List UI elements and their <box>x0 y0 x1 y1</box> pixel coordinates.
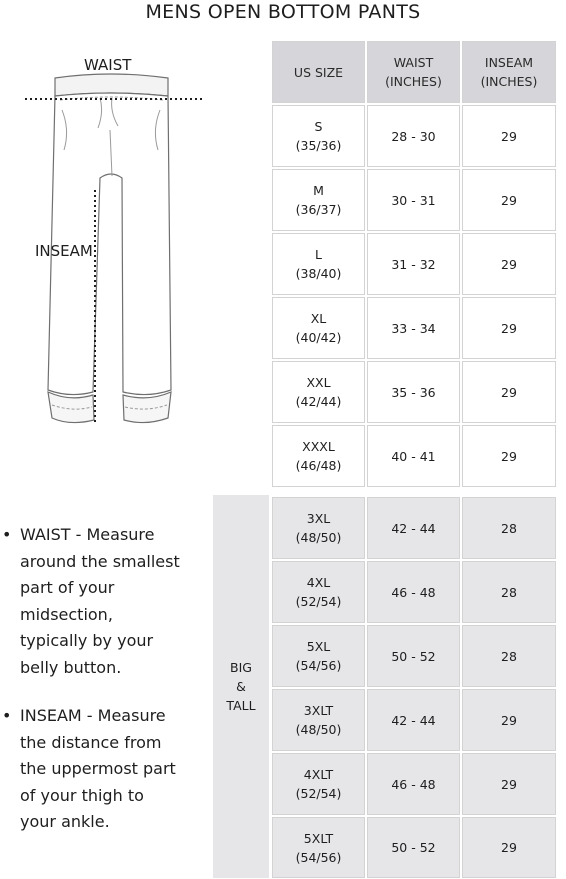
size-cell <box>272 689 365 751</box>
waist-cell: 31 - 32 <box>367 233 460 295</box>
size-alt: (54/56) <box>295 849 342 865</box>
waist-cell: 35 - 36 <box>367 361 460 423</box>
size-alt: (36/37) <box>295 202 342 217</box>
header-text: (INCHES) <box>385 74 442 89</box>
size-label: L <box>315 247 322 262</box>
size-alt: (46/48) <box>295 458 342 473</box>
size-label: 3XLT <box>303 703 334 718</box>
size-alt: (40/42) <box>295 330 342 345</box>
waist-cell: 46 - 48 <box>367 561 460 623</box>
size-alt: (54/56) <box>295 658 342 673</box>
note-line: of your thigh to <box>20 785 144 805</box>
size-alt: (52/54) <box>295 594 342 609</box>
page-title: MENS OPEN BOTTOM PANTS <box>145 1 421 23</box>
note-line: typically by your <box>20 631 154 650</box>
size-alt: (52/54) <box>295 786 342 801</box>
size-alt: (35/36) <box>295 138 342 153</box>
note-line: WAIST - Measure <box>20 525 155 544</box>
big-tall-text: & <box>236 679 246 694</box>
size-label: 5XL <box>306 639 331 654</box>
big-tall-text: TALL <box>226 698 256 713</box>
inseam-cell: 29 <box>462 233 556 295</box>
size-alt: (48/50) <box>295 530 342 545</box>
header-text: INSEAM <box>484 55 534 70</box>
note-line: the uppermost part <box>20 759 176 778</box>
note-line: your ankle. <box>20 812 110 831</box>
inseam-cell: 28 <box>462 497 556 559</box>
inseam-cell: 29 <box>462 361 556 423</box>
waist-cell: 50 - 52 <box>367 817 460 878</box>
header-waist <box>367 41 460 103</box>
note-line: INSEAM - Measure <box>20 706 166 725</box>
waist-cell: 33 - 34 <box>367 297 460 359</box>
header-text: WAIST <box>393 55 434 70</box>
note-line: belly button. <box>20 657 122 677</box>
note-line: around the smallest <box>20 551 180 571</box>
inseam-cell: 29 <box>462 689 556 751</box>
measure-notes <box>0 522 205 858</box>
bullet: • <box>2 706 12 725</box>
header-inseam <box>462 41 556 103</box>
size-cell <box>272 817 365 878</box>
size-label: M <box>313 183 324 198</box>
size-cell <box>272 361 365 423</box>
big-tall-label <box>213 495 269 878</box>
size-label: S <box>314 119 323 134</box>
size-cell <box>272 233 365 295</box>
note-line: part of your <box>20 578 115 597</box>
size-label: XXXL <box>302 439 335 454</box>
size-label: 5XLT <box>303 830 334 846</box>
inseam-cell: 29 <box>462 105 556 167</box>
waist-label: WAIST <box>84 56 132 74</box>
size-alt: (42/44) <box>295 394 342 409</box>
inseam-cell: 29 <box>462 169 556 231</box>
waist-cell: 46 - 48 <box>367 753 460 815</box>
big-tall-text: BIG <box>230 660 252 675</box>
header-us-size <box>272 41 365 103</box>
size-label: 3XL <box>306 511 331 526</box>
waist-cell: 40 - 41 <box>367 425 460 487</box>
size-cell <box>272 561 365 623</box>
inseam-cell: 28 <box>462 561 556 623</box>
waist-cell: 28 - 30 <box>367 105 460 167</box>
size-alt: (38/40) <box>295 266 342 281</box>
size-cell <box>272 753 365 815</box>
size-cell <box>272 425 365 487</box>
inseam-cell: 28 <box>462 625 556 687</box>
note-waist <box>0 522 205 681</box>
size-alt: (48/50) <box>295 722 342 737</box>
note-line: the distance from <box>20 732 162 752</box>
size-label: XXL <box>306 375 331 390</box>
bullet: • <box>2 525 12 544</box>
header-text: US SIZE <box>293 64 344 80</box>
size-cell <box>272 297 365 359</box>
header-text: (INCHES) <box>480 74 538 89</box>
inseam-cell: 29 <box>462 753 556 815</box>
inseam-cell: 29 <box>462 425 556 487</box>
size-cell <box>272 169 365 231</box>
size-cell <box>272 497 365 559</box>
note-inseam <box>0 703 205 836</box>
waist-cell: 30 - 31 <box>367 169 460 231</box>
size-label: 4XLT <box>303 767 334 782</box>
size-cell <box>272 625 365 687</box>
waist-cell: 50 - 52 <box>367 625 460 687</box>
inseam-cell: 29 <box>462 297 556 359</box>
size-label: XL <box>310 311 327 326</box>
waist-cell: 42 - 44 <box>367 497 460 559</box>
size-cell <box>272 105 365 167</box>
size-label: 4XL <box>306 575 331 590</box>
inseam-cell: 29 <box>462 817 556 878</box>
note-line: midsection, <box>20 604 113 624</box>
inseam-label: INSEAM <box>35 242 93 260</box>
waist-cell: 42 - 44 <box>367 689 460 751</box>
pants-diagram <box>0 40 270 440</box>
